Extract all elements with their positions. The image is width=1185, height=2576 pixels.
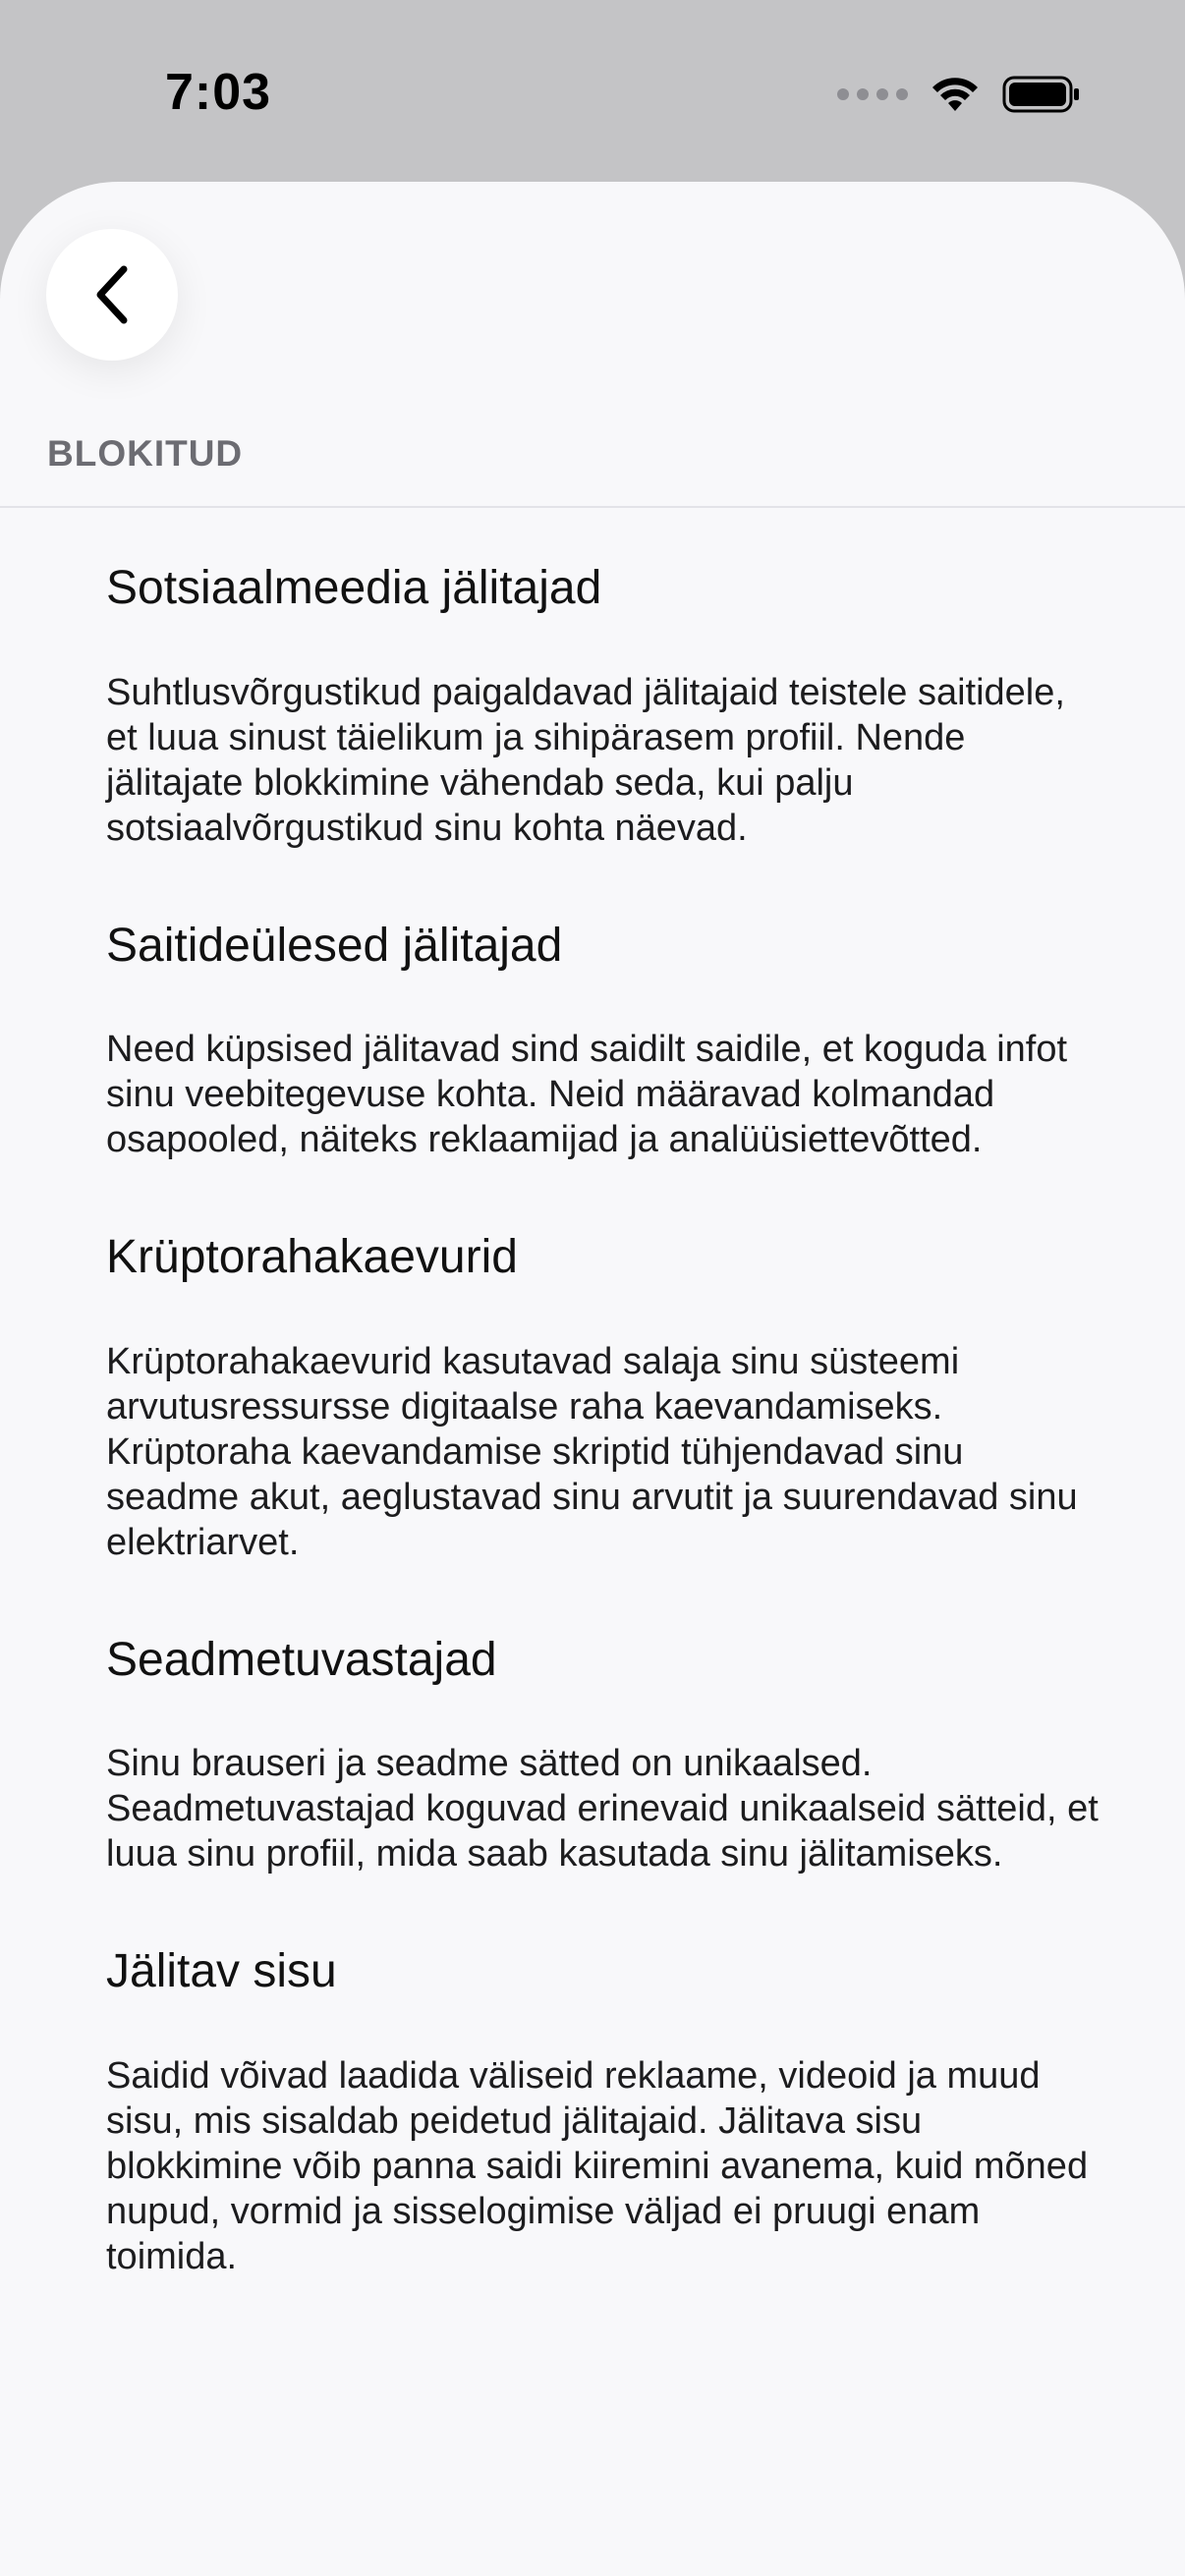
item-title: Sotsiaalmeedia jälitajad bbox=[106, 562, 602, 614]
divider bbox=[0, 506, 1185, 508]
item-title: Krüptorahakaevurid bbox=[106, 1231, 518, 1284]
back-button[interactable] bbox=[46, 229, 178, 361]
item-description: Need küpsised jälitavad sind saidilt saidile, et koguda infot sinu veebitegevuse kohta. Neid määravad kolmandad osapooled, näiteks reklaamijad ja analüüsiettevõtted. bbox=[106, 1029, 1068, 1161]
status-icons bbox=[837, 75, 1081, 114]
item-description: Sinu brauseri ja seadme sätted on unikaalsed. Seadmetuvastajad koguvad erinevaid unikaalseid sätteid, et luua sinu profiil, mida saab kasutada sinu jälitamiseks. bbox=[106, 1743, 1099, 1876]
battery-icon bbox=[1002, 75, 1081, 114]
cellular-signal-icon bbox=[837, 88, 908, 100]
chevron-left-icon bbox=[90, 263, 134, 326]
section-header: BLOKITUD bbox=[47, 433, 244, 474]
status-bar bbox=[0, 0, 1185, 187]
item-description: Krüptorahakaevurid kasutavad salaja sinu süsteemi arvutusressursse digitaalse raha kaevandamiseks. Krüptoraha kaevandamise skriptid tühjendavad sinu seadme akut, aeglustavad sinu arvutit ja suurendavad sinu elektriarvet. bbox=[106, 1340, 1078, 1563]
list-item bbox=[106, 1632, 1099, 1877]
item-description: Saidid võivad laadida väliseid reklaame, videoid ja muud sisu, mis sisaldab peidetud jälitajaid. Jälitava sisu blokkimine võib panna saidi kiiremini avanema, kuid mõned nupud, vormid ja sisselogimise väljad ei pruugi enam toimida. bbox=[106, 2054, 1089, 2277]
item-title: Seadmetuvastajad bbox=[106, 1633, 497, 1686]
list-item bbox=[106, 560, 1099, 851]
item-description: Suhtlusvõrgustikud paigaldavad jälitajaid teistele saitidele, et luua sinust täielikum ja sihipärasem profiil. Nende jälitajate blokkimine vähendab seda, kui palju sotsiaalvõrgustikud sinu kohta näevad. bbox=[106, 671, 1065, 849]
wifi-icon bbox=[930, 76, 981, 113]
list-item bbox=[106, 1229, 1099, 1565]
content-sheet bbox=[0, 182, 1185, 2576]
list-item bbox=[106, 1943, 1099, 2279]
blocked-list bbox=[106, 560, 1099, 2346]
status-time: 7:03 bbox=[165, 64, 272, 121]
item-title: Jälitav sisu bbox=[106, 1945, 337, 1998]
item-title: Saitideülesed jälitajad bbox=[106, 919, 563, 972]
list-item bbox=[106, 918, 1099, 1163]
